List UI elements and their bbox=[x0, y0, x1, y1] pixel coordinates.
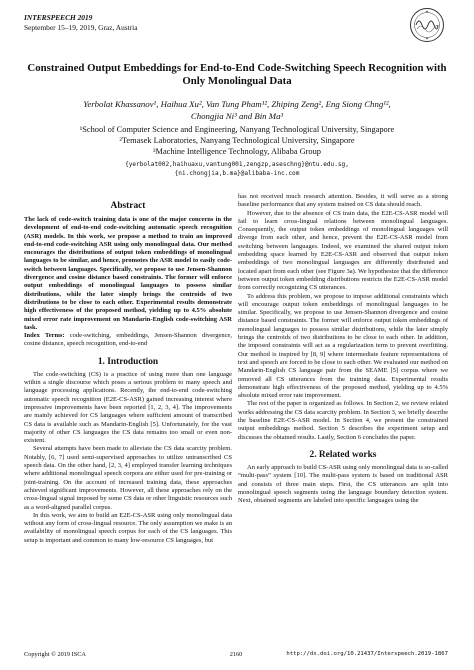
intro-paragraph: The code-switching (CS) is a practice of using more than one language within a single discourse which poses a serious problem to many speech and language processing applications. Recently, the end-to-end code-switching automatic speech recognition (E2E-CS-ASR) gained increasing interest where impressive improvements have been reported [1, 2, 3, 4]. The improvements are mainly achieved for CS languages where sufficient amount of transcribed CS data is available such as Mandarin-English [5]. Unfortunately, for the vast majority of other CS languages the CS data remains too small or even non-existent. bbox=[24, 370, 232, 445]
affiliation: ³Machine Intelligence Technology, Alibaba Group bbox=[153, 147, 321, 156]
abstract-heading: Abstract bbox=[110, 201, 146, 211]
related-works-paragraph: An early approach to build CS-ASR using only monolingual data is so-called “multi-pass” system [10]. The multi-pass system is based on traditional ASR and consists of three main steps. First, the CS utterances are split into monolingual speech segments using the language boundary detection system. Next, obtained segments are labeled into specific languages using the bbox=[238, 463, 448, 505]
index-terms-label: Index Terms: bbox=[24, 332, 65, 340]
author-line: Chongjia Ni³ and Bin Ma³ bbox=[190, 111, 284, 121]
paper-title: Constrained Output Embeddings for End-to-End Code-Switching Speech Recognition with Only Monolingual Data bbox=[27, 62, 447, 87]
doi-link[interactable]: http://dx.doi.org/10.21437/Interspeech.2019-1867 bbox=[286, 651, 448, 657]
email-line: {yerbolat002,haihuaxu,vantung001,zengzp,aseschng}@ntu.edu.sg, bbox=[125, 161, 349, 168]
email-line: {ni.chongjia,b.ma}@alibaba-inc.com bbox=[174, 170, 300, 177]
copyright: Copyright © 2019 ISCA bbox=[24, 651, 86, 658]
body-paragraph: The rest of the paper is organized as follows. In Section 2, we review related works addressing the CS data scarcity problem. In Section 3, we briefly describe the baseline E2E-CS-ASR model. In Section 4, we present the constrained output embeddings method. Section 5 describes the experiment setup and discusses the obtained results. Lastly, Section 6 concludes the paper. bbox=[238, 400, 448, 441]
page-number: 2160 bbox=[229, 651, 243, 658]
conference-name: INTERSPEECH 2019 bbox=[24, 13, 93, 22]
author-line: Yerbolat Khassanov¹, Haihua Xu², Van Tung Pham¹², Zhiping Zeng², Eng Siong Chng¹², bbox=[83, 99, 391, 109]
intro-paragraph: Several attempts have been made to alleviate the CS data scarcity problem. Notably, [6, 7] used semi-supervised approaches to utilize untranscribed CS speech data. On the other hand, [2, 3, 4] employed transfer learning techniques where additional monolingual speech corpora are either used for pre-training or joint-training. On the account of increased training data, these approaches achieved significant improvements. However, all these approaches rely on the cross-lingual signal imposed by some CS data or other linguistic resources such as a word-aligned parallel corpus. bbox=[24, 445, 232, 511]
email-list bbox=[20, 160, 454, 178]
abstract-body: The lack of code-switch training data is one of the major concerns in the development of end-to-end code-switching automatic speech recognition (ASR) models. In this work, we propose a method to train an improved end-to-end code-switching ASR using only monolingual data. Our method encourages the distributions of output token embeddings of monolingual languages to be similar, and hence, promotes the ASR model to easily code-switch between languages. Specifically, we propose to use Jensen-Shannon divergence and cosine distance based constraints. The former will enforce output embeddings of monolingual languages to possess similar distributions, while the later simply brings the centroids of two distributions to be close to each other. Experimental results demonstrate high effectiveness of the proposed method, yielding up to 4.5% absolute mixed error rate improvement on Mandarin-English code-switching ASR task. bbox=[24, 216, 232, 331]
body-paragraph: has not received much research attention. Besides, it will serve as a strong baseline performance that any system trained on CS data should reach. bbox=[238, 193, 448, 209]
related-works-heading: 2. Related works bbox=[309, 449, 377, 460]
right-column bbox=[238, 193, 448, 505]
introduction-heading: 1. Introduction bbox=[97, 356, 159, 367]
intro-paragraph: In this work, we aim to build an E2E-CS-ASR using only monolingual data without any form of cross-lingual resource. The only assumption we make is an availability of monolingual speech corpus for each of the CS languages. This setup is important and common to many low-resource CS languages, but bbox=[24, 511, 232, 544]
interspeech-seal-icon bbox=[408, 7, 446, 43]
conference-dates: September 15–19, 2019, Graz, Austria bbox=[24, 22, 138, 32]
page-header bbox=[24, 13, 138, 32]
index-terms-list: code-switching, embeddings, Jensen-Shannon divergence, cosine distance, speech recognition, end-to-end bbox=[24, 332, 233, 348]
affiliation-list bbox=[20, 124, 454, 157]
body-paragraph: To address this problem, we propose to impose additional constraints which will encourage output token embeddings of monolingual languages to be similar. Specifically, we propose to use Jensen-Shannon divergence and cosine distance based constraints. The former will enforce output token embeddings of monolingual languages to possess similar distributions, while the later simply brings the centroids of two distributions to be close to each other. In addition, the imposed constraints will act as a regularization term to prevent overfitting. Our method is inspired by [8, 9] where intermediate feature representations of text and speech are forced to be close to each other. We evaluated our method on Mandarin-English CS language pair from the SEAME [5] corpus where we removed all CS utterances from the training data. Experimental results demonstrate high effectiveness of the proposed method, yielding up to 4.5% absolute mixed error rate improvement. bbox=[238, 292, 448, 400]
abstract bbox=[24, 216, 232, 332]
index-terms bbox=[24, 332, 232, 349]
page-footer bbox=[24, 650, 448, 660]
body-paragraph: However, due to the absence of CS train data, the E2E-CS-ASR model will fail to learn cross-lingual relations between monolingual languages. Consequently, the output token embeddings of monolingual languages will diverge from each other, and hence, prevent the E2E-CS-ASR model from switching between languages. Indeed, we examined the shared output token embedding space learned by E2E-CS-ASR and observed that output token embeddings of two monolingual languages are differently distributed and located apart from each other (see Figure 3a). We hypothesize that the difference between output token embedding distributions restricts the E2E-CS-ASR model from correctly recognizing CS utterances. bbox=[238, 209, 448, 292]
affiliation: ¹School of Computer Science and Engineering, Nanyang Technological University, Singapore bbox=[79, 125, 395, 134]
affiliation: ²Temasek Laboratories, Nanyang Technological University, Singapore bbox=[119, 136, 355, 145]
author-list bbox=[20, 98, 454, 122]
left-column bbox=[24, 196, 232, 545]
